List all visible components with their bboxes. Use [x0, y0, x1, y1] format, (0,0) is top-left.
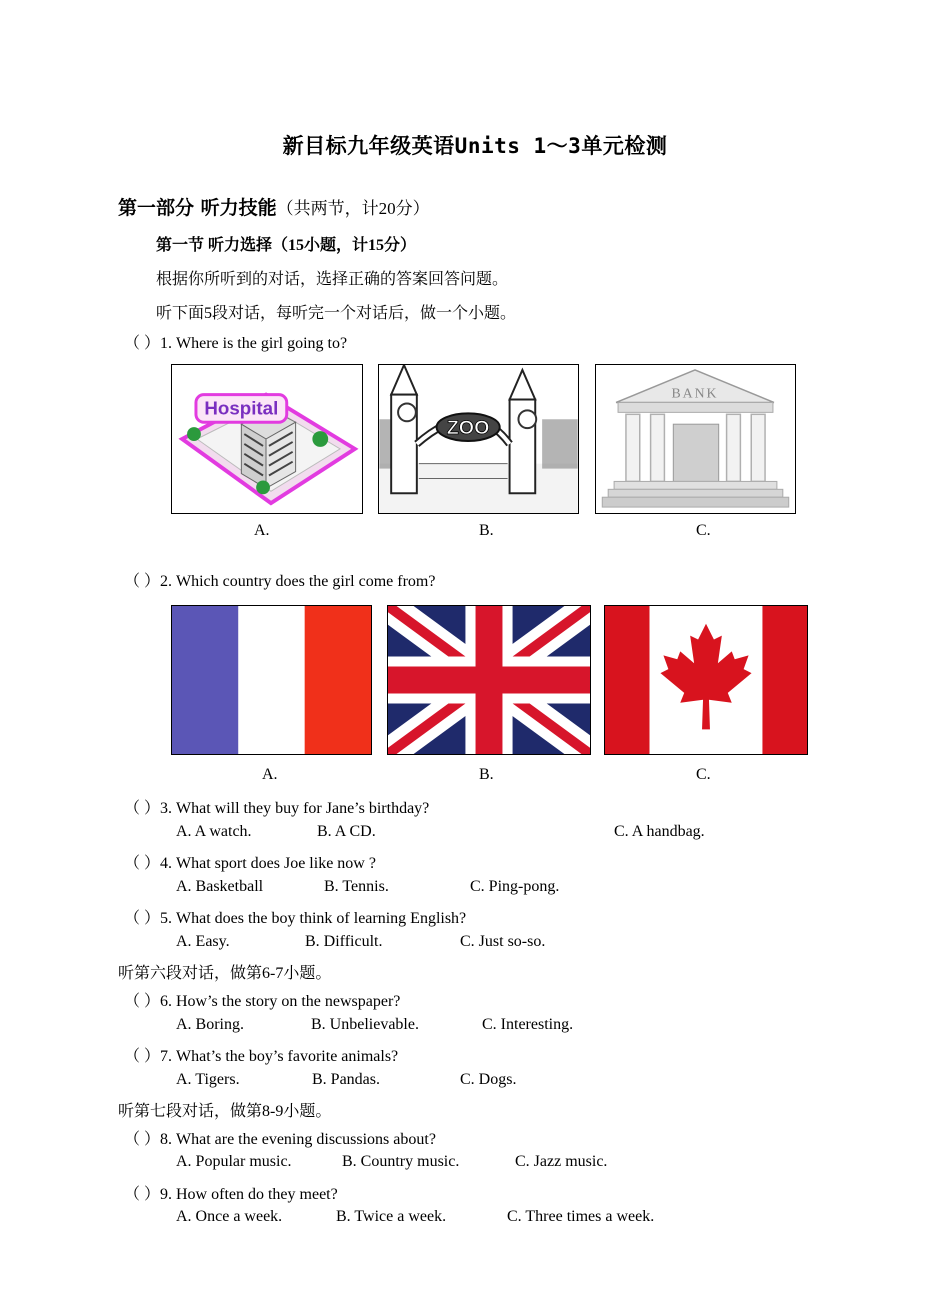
- dialogue-6-intro: 听第六段对话，做第6-7小题。: [118, 965, 332, 982]
- q9-option-c: C. Three times a week.: [507, 1208, 655, 1225]
- question-8: （ ）8. What are the evening discussions about?: [124, 1131, 436, 1148]
- page-title: 新目标九年级英语Units 1～3单元检测: [282, 134, 668, 158]
- q2-label-b: B.: [479, 766, 494, 783]
- q3-option-b: B. A CD.: [317, 823, 376, 840]
- question-6: （ ）6. How’s the story on the newspaper?: [124, 993, 401, 1010]
- q3-option-a: A. A watch.: [176, 823, 252, 840]
- uk-flag-image: [387, 605, 591, 755]
- zoo-illustration: [379, 365, 578, 513]
- q7-option-a: A. Tigers.: [176, 1071, 240, 1088]
- france-flag-image: [171, 605, 372, 755]
- part-title: 第一部分 听力技能: [118, 197, 277, 219]
- question-9: （ ）9. How often do they meet?: [124, 1186, 338, 1203]
- q2-label-a: A.: [262, 766, 278, 783]
- dialogue-7-intro: 听第七段对话，做第8-9小题。: [118, 1103, 332, 1120]
- q5-option-a: A. Easy.: [176, 933, 230, 950]
- q9-option-b: B. Twice a week.: [336, 1208, 447, 1225]
- q4-option-c: C. Ping-pong.: [470, 878, 560, 895]
- bank-image: [595, 364, 796, 514]
- q4-option-a: A. Basketball: [176, 878, 264, 895]
- q1-label-b: B.: [479, 522, 494, 539]
- q4-option-b: B. Tennis.: [324, 878, 389, 895]
- hospital-illustration: [172, 365, 362, 513]
- question-7: （ ）7. What’s the boy’s favorite animals?: [124, 1048, 399, 1065]
- uk-flag: [388, 606, 590, 754]
- bank-illustration: [596, 365, 795, 513]
- q7-option-c: C. Dogs.: [460, 1071, 517, 1088]
- question-3: （ ）3. What will they buy for Jane’s birthday?: [124, 800, 430, 817]
- question-2: （ ）2. Which country does the girl come from?: [124, 573, 436, 590]
- q6-option-a: A. Boring.: [176, 1016, 244, 1033]
- question-4: （ ）4. What sport does Joe like now ?: [124, 855, 376, 872]
- bank-sign-text: BANK: [671, 385, 719, 401]
- part-heading: [118, 193, 430, 220]
- part-note: （共两节，计20分）: [276, 199, 430, 218]
- question-1: （ ）1. Where is the girl going to?: [124, 335, 348, 352]
- q2-label-c: C.: [696, 766, 711, 783]
- instruction-1: 根据你所听到的对话，选择正确的答案回答问题。: [156, 271, 509, 288]
- q6-option-c: C. Interesting.: [482, 1016, 574, 1033]
- q5-option-b: B. Difficult.: [305, 933, 383, 950]
- q8-option-a: A. Popular music.: [176, 1153, 292, 1170]
- zoo-sign-text: ZOO: [446, 417, 490, 440]
- canada-flag: [605, 606, 807, 754]
- canada-flag-image: [604, 605, 808, 755]
- q3-option-c: C. A handbag.: [614, 823, 705, 840]
- instruction-2: 听下面5段对话，每听完一个对话后，做一个小题。: [156, 305, 517, 322]
- q8-option-c: C. Jazz music.: [515, 1153, 608, 1170]
- q9-option-a: A. Once a week.: [176, 1208, 283, 1225]
- q8-option-b: B. Country music.: [342, 1153, 460, 1170]
- question-5: （ ）5. What does the boy think of learning English?: [124, 910, 467, 927]
- q1-label-c: C.: [696, 522, 711, 539]
- hospital-image: [171, 364, 363, 514]
- hospital-sign-text: Hospital: [204, 397, 279, 419]
- q5-option-c: C. Just so-so.: [460, 933, 546, 950]
- france-flag: [172, 606, 371, 754]
- zoo-image: [378, 364, 579, 514]
- q7-option-b: B. Pandas.: [312, 1071, 380, 1088]
- q1-label-a: A.: [254, 522, 270, 539]
- q6-option-b: B. Unbelievable.: [311, 1016, 419, 1033]
- section-heading: 第一节 听力选择（15小题，计15分）: [156, 237, 417, 254]
